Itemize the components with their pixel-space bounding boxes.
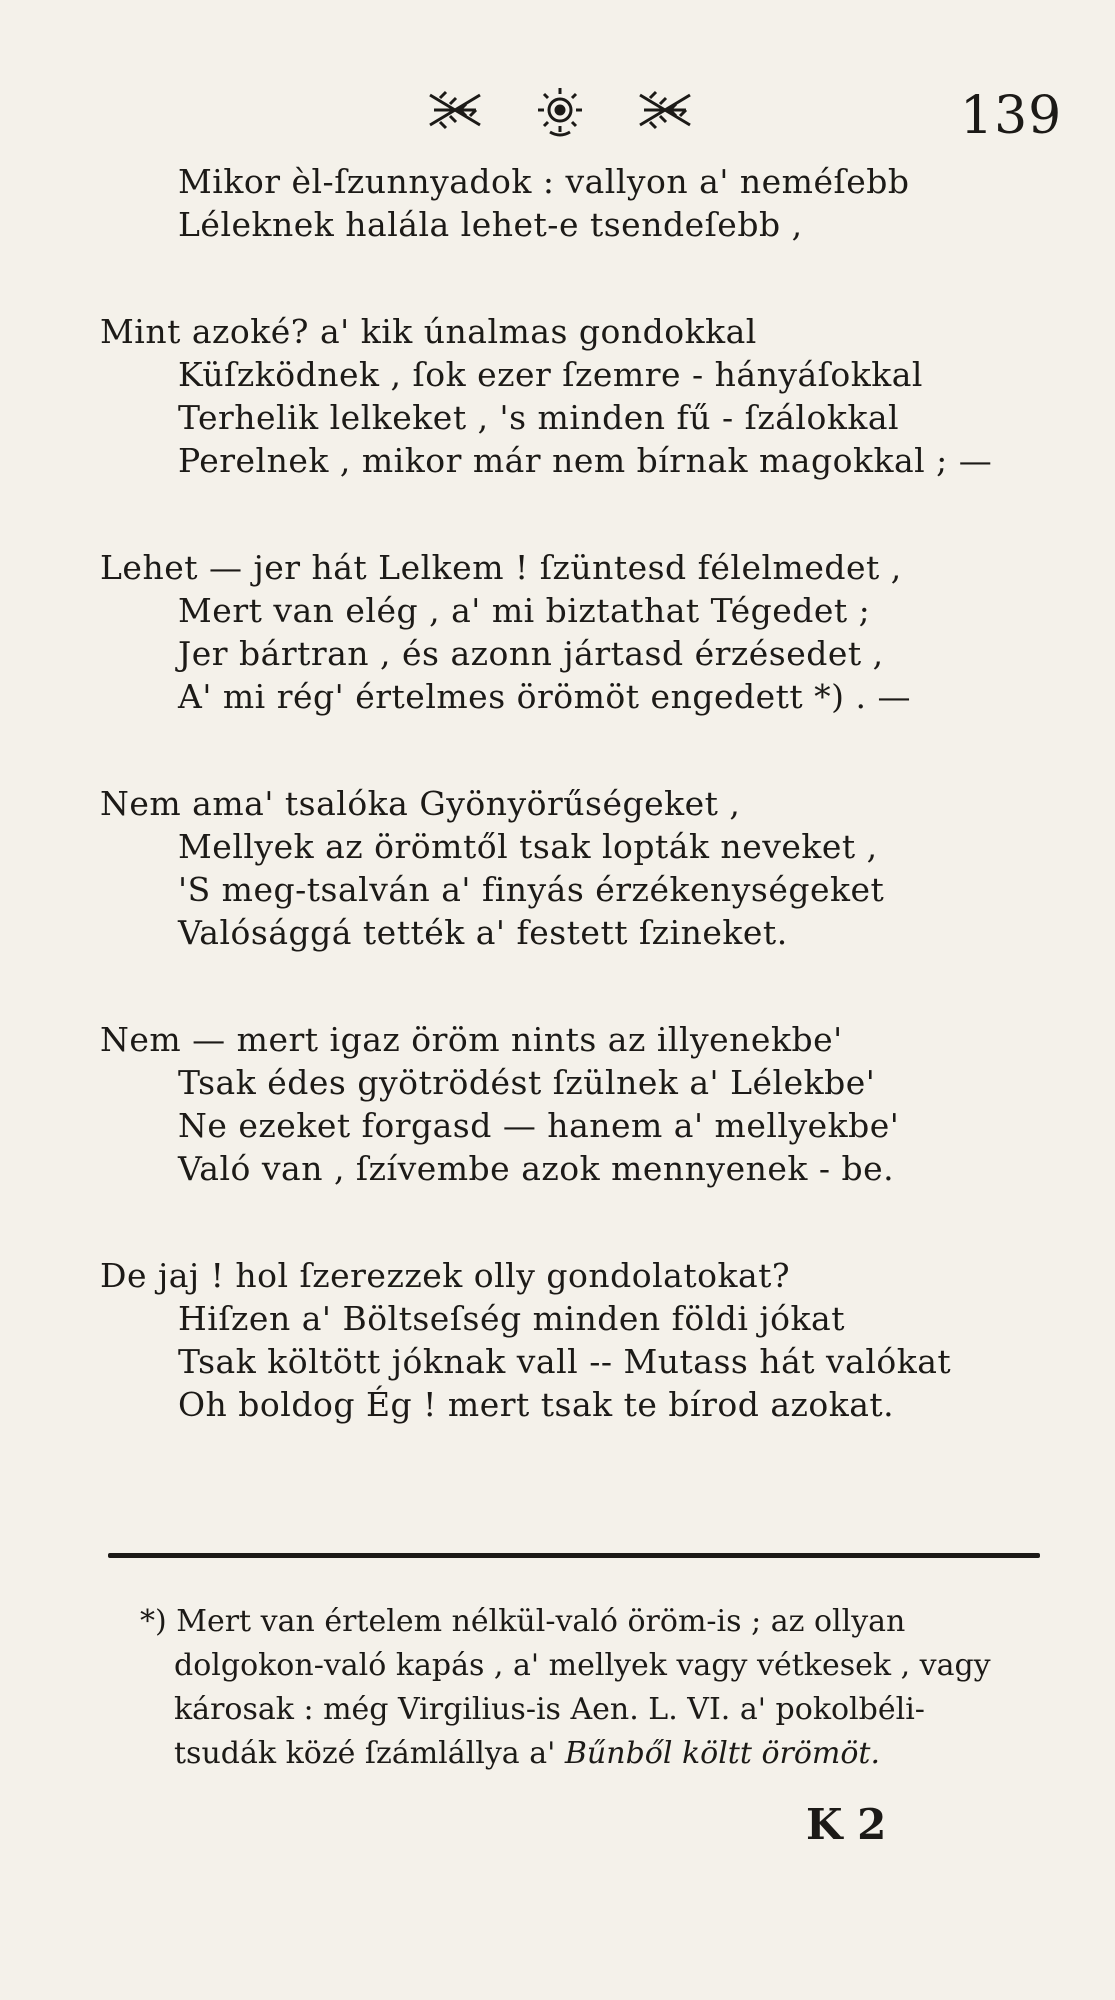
poem-line: Jer bártran , és azonn jártasd érzésedet , [178, 634, 884, 673]
poem-line: Valósággá tették a' festett ſzineket. [178, 913, 788, 952]
poem-line: Oh boldog Ég ! mert tsak te bírod azokat. [178, 1385, 895, 1424]
poem-line: Hiſzen a' Böltseſség minden földi jókat [178, 1299, 845, 1338]
poem-line: Való van , ſzívembe azok mennyenek - be. [178, 1149, 895, 1188]
poem-line: De jaj ! hol ſzerezzek olly gondolatokat? [100, 1256, 791, 1295]
stanza [100, 1254, 1060, 1426]
poem-line: Tsak édes gyötrödést ſzülnek a' Lélekbe' [178, 1063, 876, 1102]
poem-line: Ne ezeket forgasd — hanem a' mellyekbe' [178, 1106, 900, 1145]
stanza [100, 160, 1060, 246]
poem-line: Mellyek az örömtől tsak lopták neveket , [178, 827, 878, 866]
poem-line: Mint azoké? a' kik únalmas gondokkal [100, 312, 757, 351]
page-number: 139 [960, 86, 1063, 146]
footnote-line: károsak : még Virgilius-is Aen. L. VI. a' pokolbéli- [174, 1692, 925, 1727]
poem-line: Mikor èl-ſzunnyadok : vallyon a' neméſebb [178, 162, 910, 201]
stanza [100, 1018, 1060, 1190]
footnote-divider [108, 1553, 1040, 1558]
poem-line: Terhelik lelkeket , 's minden fű - ſzálokkal [178, 398, 900, 437]
poem-line: Nem — mert igaz öröm nints az illyenekbe' [100, 1020, 843, 1059]
stanza [100, 310, 1060, 482]
stanza [100, 782, 1060, 954]
footnote [140, 1600, 1060, 1776]
poem-line: Nem ama' tsalóka Gyönyörűségeket , [100, 784, 741, 823]
footnote-italic-text: Bűnből költt örömöt. [564, 1736, 881, 1771]
poem-line: Lehet — jer hát Lelkem ! ſzüntesd félelmedet , [100, 548, 902, 587]
poem-line: 'S meg-tsalván a' finyás érzékenységeket [178, 870, 885, 909]
poem-line: A' mi rég' értelmes örömöt engedett *) . — [178, 677, 911, 716]
poem-line: Küſzködnek , ſok ezer ſzemre - hányáſokkal [178, 355, 923, 394]
poem-line: Tsak költött jóknak vall -- Mutass hát valókat [178, 1342, 952, 1381]
printer-signature: K 2 [806, 1800, 887, 1849]
footnote-line-last [140, 1732, 1060, 1776]
stanza [100, 546, 1060, 718]
poem-line: Léleknek halála lehet-e tsendeſebb , [178, 205, 803, 244]
poem-line: Mert van elég , a' mi biztathat Tégedet ; [178, 591, 871, 630]
poem [100, 160, 1060, 1426]
footnote-text: tsudák közé ſzámlállya a' [174, 1736, 556, 1771]
footnote-line: *) Mert van értelem nélkül-való öröm-is ; az ollyan [140, 1604, 906, 1639]
ornament-header-icon [420, 80, 700, 140]
poem-line: Perelnek , mikor már nem bírnak magokkal ; — [178, 441, 993, 480]
footnote-line: dolgokon-való kapás , a' mellyek vagy vétkesek , vagy [174, 1648, 991, 1683]
